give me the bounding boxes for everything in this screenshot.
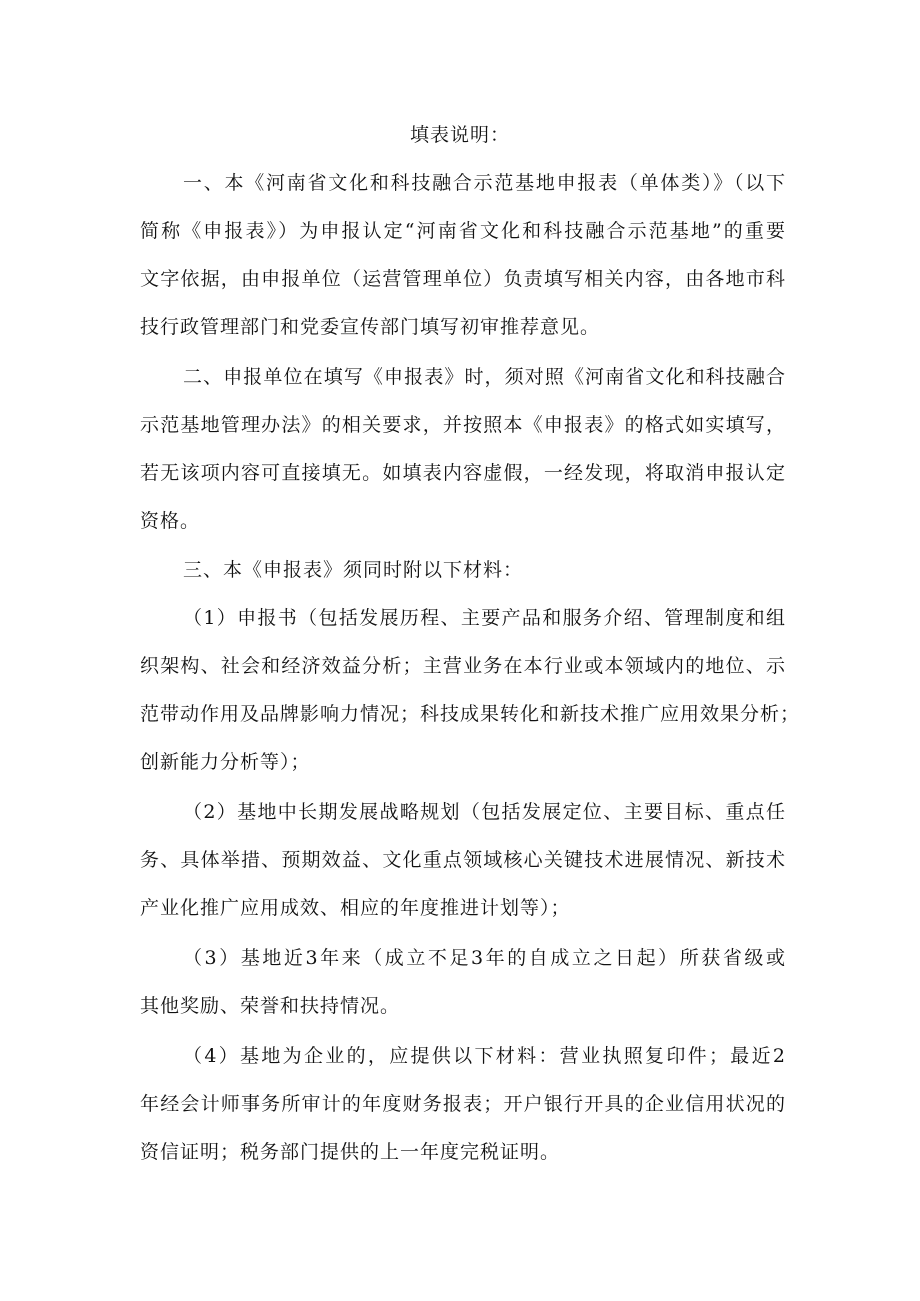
requirement-item-3-line-2: 其他奖励、荣誉和扶持情况。 bbox=[140, 995, 401, 1017]
requirement-item-1-line-4: 创新能力分析等）； bbox=[140, 751, 311, 773]
section-3 bbox=[140, 546, 786, 594]
section-1-line-1: 一、本《河南省文化和科技融合示范基地申报表（单体类）》（以下 bbox=[183, 172, 786, 194]
section-2 bbox=[140, 353, 786, 545]
section-3-line-1: 三、本《申报表》须同时附以下材料： bbox=[183, 559, 524, 581]
requirement-item-4-line-2: 年经会计师事务所审计的年度财务报表；开户银行开具的企业信用状况的 bbox=[140, 1093, 786, 1115]
section-2-line-2: 示范基地管理办法》的相关要求，并按照本《申报表》的格式如实填写， bbox=[140, 414, 786, 436]
page-title: 填表说明： bbox=[409, 124, 510, 146]
section-1-line-3: 文字依据，由申报单位（运营管理单位）负责填写相关内容，由各地市科 bbox=[140, 268, 786, 290]
requirement-item-1-line-2: 织架构、社会和经济效益分析；主营业务在本行业或本领域内的地位、示 bbox=[140, 655, 786, 677]
section-2-line-4: 资格。 bbox=[140, 510, 201, 532]
requirement-item-1 bbox=[140, 594, 801, 786]
section-2-line-1: 二、申报单位在填写《申报表》时，须对照《河南省文化和科技融合 bbox=[183, 366, 786, 388]
requirement-item-4 bbox=[140, 1032, 786, 1176]
section-1-line-4: 技行政管理部门和党委宣传部门填写初审推荐意见。 bbox=[140, 316, 601, 338]
requirement-item-4-line-1: （4）基地为企业的，应提供以下材料：营业执照复印件；最近2 bbox=[183, 1045, 786, 1067]
requirement-item-2-line-1: （2）基地中长期发展战略规划（包括发展定位、主要目标、重点任 bbox=[183, 801, 786, 823]
section-2-line-3: 若无该项内容可直接填无。如填表内容虚假，一经发现，将取消申报认定 bbox=[140, 462, 786, 484]
requirement-item-3 bbox=[140, 934, 786, 1030]
section-1 bbox=[140, 159, 786, 351]
requirement-item-2 bbox=[140, 788, 786, 932]
requirement-item-1-line-3: 范带动作用及品牌影响力情况；科技成果转化和新技术推广应用效果分析； bbox=[140, 703, 801, 725]
requirement-item-3-line-1: （3）基地近3年来（成立不足3年的自成立之日起）所获省级或 bbox=[183, 947, 786, 969]
requirement-item-2-line-2: 务、具体举措、预期效益、文化重点领域核心关键技术进展情况、新技术 bbox=[140, 849, 786, 871]
requirement-item-4-line-3: 资信证明；税务部门提供的上一年度完税证明。 bbox=[140, 1141, 561, 1163]
requirement-item-2-line-3: 产业化推广应用成效、相应的年度推进计划等）； bbox=[140, 897, 571, 919]
requirement-item-1-line-1: （1）申报书（包括发展历程、主要产品和服务介绍、管理制度和组 bbox=[183, 607, 786, 629]
section-1-line-2: 简称《申报表》）为申报认定“河南省文化和科技融合示范基地”的重要 bbox=[140, 220, 786, 242]
